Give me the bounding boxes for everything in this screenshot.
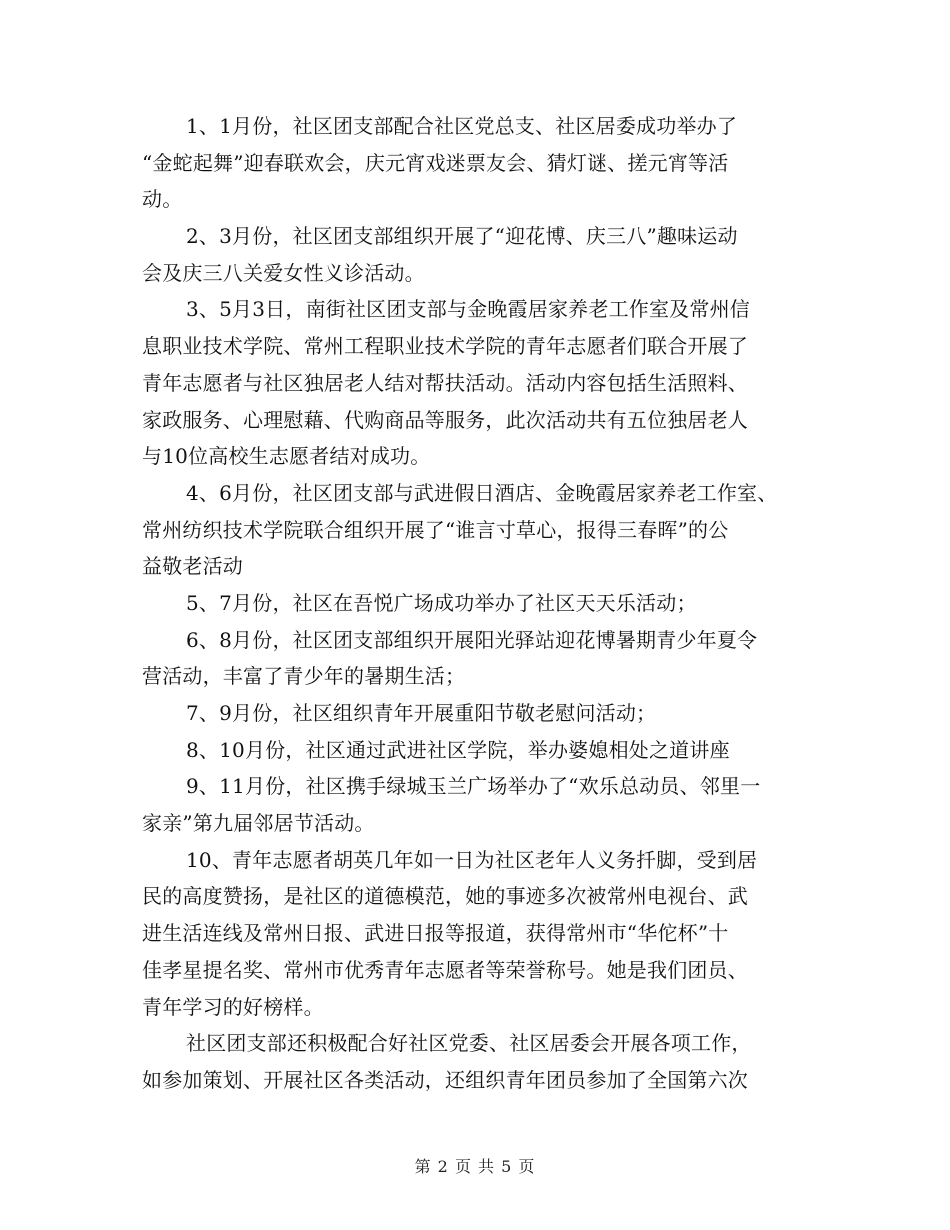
document-body [142, 108, 812, 1099]
text-line: 家政服务、心理慰藉、代购商品等服务，此次活动共有五位独居老人 [142, 407, 748, 432]
text-line: 青年志愿者与社区独居老人结对帮扶活动。活动内容包括生活照料、 [142, 370, 748, 395]
text-line: 民的高度赞扬，是社区的道德模范，她的事迹多次被常州电视台、武 [142, 884, 748, 909]
text-line: 社区团支部还积极配合好社区党委、社区居委会开展各项工作， [186, 1031, 752, 1056]
text-line: 营活动，丰富了青少年的暑期生活； [142, 664, 466, 689]
text-line: 9、11月份，社区携手绿城玉兰广场举办了“欢乐总动员、邻里一 [186, 774, 761, 799]
text-line: 家亲”第九届邻居节活动。 [142, 811, 375, 836]
text-line: 7、9月份，社区组织青年开展重阳节敬老慰问活动； [186, 701, 657, 725]
text-line: 息职业技术学院、常州工程职业技术学院的青年志愿者们联合开展了 [142, 334, 748, 359]
text-line: 4、6月份，社区团支部与武进假日酒店、金晚霞居家养老工作室、 [186, 480, 778, 505]
text-line: 5、7月份，社区在吾悦广场成功举办了社区天天乐活动； [186, 590, 697, 615]
text-line: 8、10月份，社区通过武进社区学院，举办婆媳相处之道讲座 [186, 737, 730, 762]
text-line: 与10位高校生志愿者结对成功。 [142, 444, 431, 469]
text-line: 6、8月份，社区团支部组织开展阳光驿站迎花博暑期青少年夏令 [186, 627, 758, 652]
page-footer: 第 2 页 共 5 页 [414, 1157, 536, 1176]
text-line: 3、5月3日，南街社区团支部与金晚霞居家养老工作室及常州信 [186, 297, 750, 322]
text-line: 进生活连线及常州日报、武进日报等报道，获得常州市“华佗杯”十 [142, 921, 729, 946]
text-line: 会及庆三八关爱女性义诊活动。 [142, 260, 425, 285]
text-line: 青年学习的好榜样。 [142, 994, 324, 1019]
text-line: 动。 [142, 187, 183, 212]
text-line: 2、3月份，社区团支部组织开展了“迎花博、庆三八”趣味运动 [186, 224, 738, 249]
text-line: “金蛇起舞”迎春联欢会，庆元宵戏迷票友会、猜灯谜、搓元宵等活 [142, 150, 729, 175]
text-line: 10、青年志愿者胡英几年如一日为社区老年人义务扦脚，受到居 [186, 847, 758, 872]
text-line: 益敬老活动 [142, 554, 243, 579]
text-line: 常州纺织技术学院联合组织开展了“谁言寸草心，报得三春晖”的公 [142, 517, 729, 542]
text-line: 如参加策划、开展社区各类活动，还组织青年团员参加了全国第六次 [142, 1067, 748, 1092]
text-line: 佳孝星提名奖、常州市优秀青年志愿者等荣誉称号。她是我们团员、 [142, 957, 748, 982]
text-line: 1、1月份，社区团支部配合社区党总支、社区居委成功举办了 [186, 114, 738, 138]
